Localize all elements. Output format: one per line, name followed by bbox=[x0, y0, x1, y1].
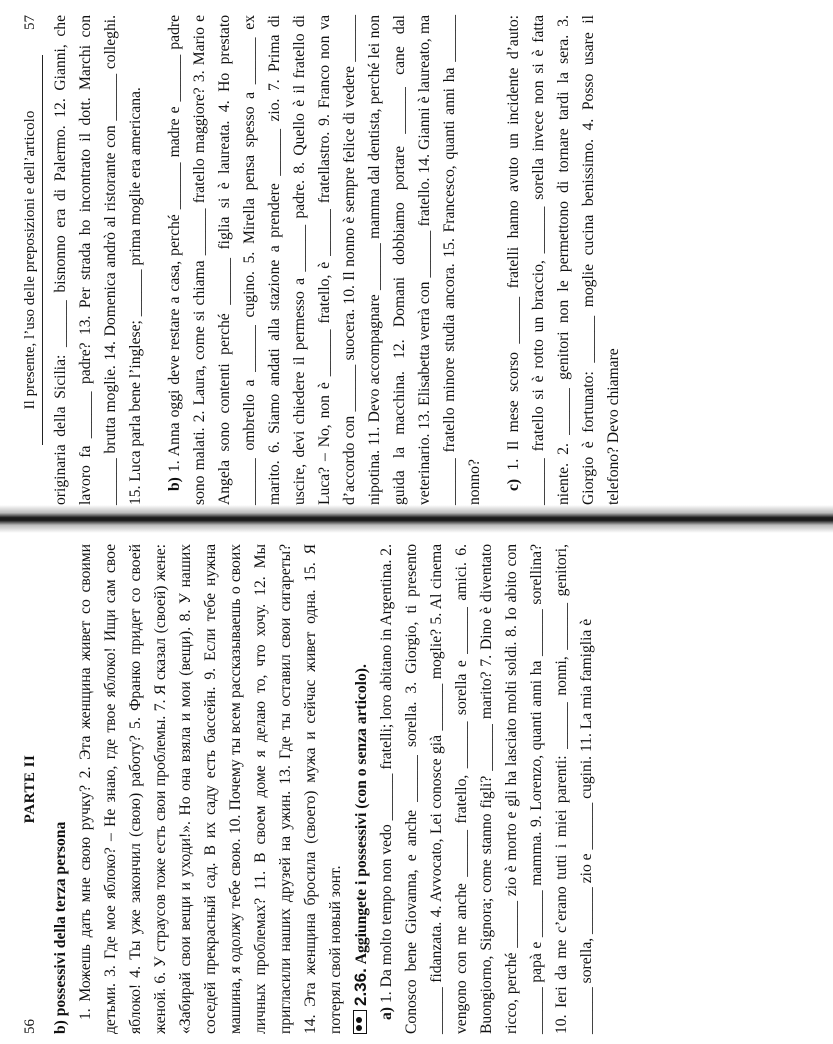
section-b-title: b) possessivi della terza persona bbox=[52, 821, 69, 1034]
page-body bbox=[48, 15, 626, 505]
section-a bbox=[374, 544, 599, 1034]
section-b bbox=[162, 15, 487, 505]
exercise-number: 2.36. bbox=[351, 968, 370, 1006]
page-body bbox=[48, 544, 599, 1034]
section-a-continued: originaria della Sicilia: ______ bisnonno era di Palermo. 12. Gianni, che lavoro fa ______ padre? 13. Per strada ho incontrato il dott. Marchi con ______ brutta moglie. 14. Domenica andrò al ristorante con ______ colleghi. 15. Luca parla bene l’inglese; ______ prima moglie era americana. bbox=[52, 15, 144, 505]
running-title: PARTE II bbox=[22, 754, 38, 824]
page-number: 56 bbox=[22, 1019, 38, 1034]
section-c-label: c) bbox=[505, 478, 522, 491]
page-57 bbox=[22, 15, 622, 505]
page-56 bbox=[22, 544, 595, 1034]
exercise-title: Aggiungete i possessivi (con o senza articolo). bbox=[353, 664, 370, 965]
book-gutter bbox=[0, 505, 833, 533]
page-header bbox=[22, 544, 48, 1034]
section-b-text: 1. Можешь дать мне свою ручку? 2. Эта женщина живет со своими детьми. 3. Где мое яблоко? – Не знаю, где твое яблоко! Ищи сам свое яблоко! 4. Ты уже закончил (свою) работу? 5. Франко придет со своей женой. 6. У страусов тоже есть свои проблемы. 7. Я сказал (своей) жене: «Забирай свои вещи и уходи!». Но она взяла и мои (вещи). 8. У наших соседей прекрасный сад. В их саду есть бассейн. 9. Если тебе нужна машина, я одолжу тебе свою. 10. Почему ты всем рассказываешь о своих личных проблемах? 11. В своем доме я делаю то, что хочу. 12. Мы пригласили наших друзей на ужин. 13. Где ты оставил свои сигареты? 14. Эта женщина бросила (своего) мужа и сейчас живет одна. 15. Я потерял свой новый зонт. bbox=[77, 544, 344, 1034]
page-number: 57 bbox=[22, 15, 38, 30]
section-c bbox=[501, 15, 626, 505]
running-title: Il presente, l’uso delle preposizioni e dell’articolo bbox=[22, 110, 38, 410]
header-rule bbox=[42, 55, 43, 445]
section-c-text: 1. Il mese scorso ______ fratelli hanno avuto un incidente d’auto: ______ fratello si è rotto un braccio, ______ sorella invece non si è fatta niente. 2. ______ genitori non le permettono di tornare tardi la sera. 3. Giorgio è fortunato: ______ moglie cucina benissimo. 4. Posso usare il telefono? Devo chiamare bbox=[505, 15, 622, 505]
audio-cd-icon bbox=[353, 1010, 367, 1034]
exercise-heading bbox=[348, 544, 374, 1034]
section-b-text: 1. Anna oggi deve restare a casa, perché ______ madre e ______ padre sono malati. 2. Laura, come si chiama ______ fratello maggiore? 3. Mario e Angela sono contenti perché ______ figlia si è laureata. 4. Ho prestato ______ ombrello a ______ cugino. 5. Mirella pensa spesso a ______ ex marito. 6. Siamo andati alla stazione a prendere ______ zio. 7. Prima di uscire, devi chiedere il permesso a ______ padre. 8. Quello è il fratello di Luca? – No, non è ______ fratello, è ______ fratellastro. 9. Franco non va d’accordo con ______ suocera. 10. Il nonno è sempre felice di vedere ______ nipotina. 11. Devo accompagnare ______ mamma dal dentista, perché lei non guida la macchina. 12. Domani dobbiamo portare ______ cane dal veterinario. 13. Elisabetta verrà con ______ fratello. 14. Gianni è laureato, ma ______ fratello minore studia ancora. 15. Francesco, quanti anni ha ______ nonno? bbox=[166, 15, 483, 505]
section-a-text: 1. Da molto tempo non vedo ______ fratelli; loro abitano in Argentina. 2. Conosco bene Giovanna, e anche ______ sorella. 3. Giorgio, ti presento ______ fidanzata. 4. Avvocato, Lei conosce già ______ moglie? 5. Al cinema vengono con me anche ______ fratello, ______ sorella e ______ amici. 6. Buongiorno, Signora; come stanno figli? ______ marito? 7. Dino è diventato ricco, perché ______ zio è morto e gli ha lasciato molti soldi. 8. Io abito con ______ papà e ______ mamma. 9. Lorenzo, quanti anni ha ______ sorellina? 10. Ieri da me c’erano tutti i miei parenti: ______ nonni, ______ genitori, ______ sorella, ______ zio e ______ cugini. 11. La mia famiglia è bbox=[378, 544, 595, 1034]
section-a-label: a) bbox=[378, 1007, 395, 1020]
page-header bbox=[22, 15, 48, 505]
section-b-label: b) bbox=[166, 477, 183, 491]
